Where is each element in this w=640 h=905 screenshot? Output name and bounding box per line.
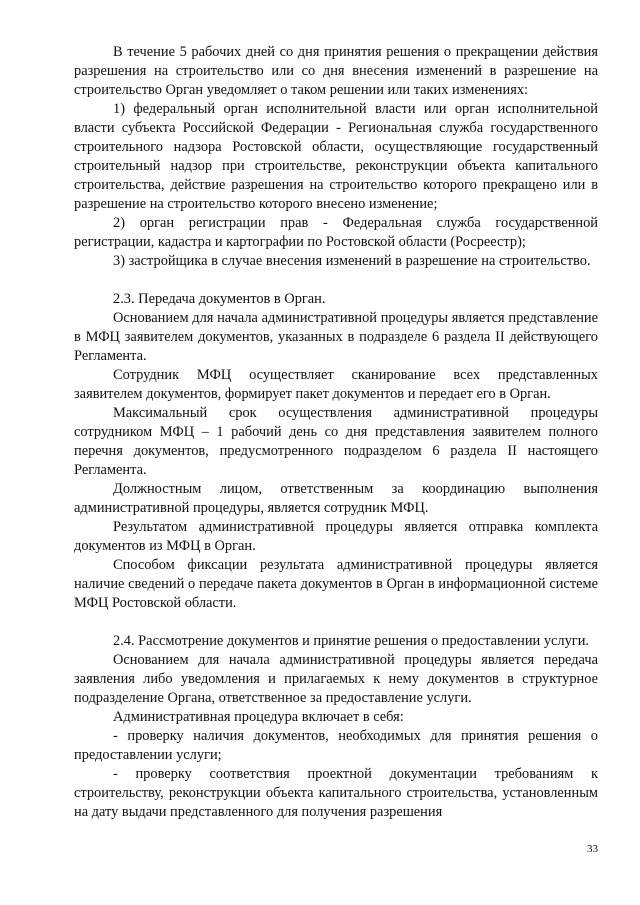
section-heading-2-3: 2.3. Передача документов в Орган. <box>113 291 326 307</box>
document-body <box>74 43 598 822</box>
paragraph-fixation: Способом фиксации результата административной процедуры является наличие сведений о передаче пакета документов в Орган в информационной системе МФЦ Ростовской области. <box>74 557 598 611</box>
paragraph-check-documents: - проверку наличия документов, необходимых для принятия решения о предоставлении услуги; <box>74 728 598 763</box>
paragraph-list-item-3: 3) застройщика в случае внесения изменений в разрешение на строительство. <box>113 253 591 269</box>
paragraph-check-compliance: - проверку соответствия проектной документации требованиям к строительству, реконструкции объекта капитального строительства, установленным на дату выдачи представленного для получения разрешения <box>74 766 598 820</box>
paragraph-scanning: Сотрудник МФЦ осуществляет сканирование всех представленных заявителем документов, формирует пакет документов и передает его в Орган. <box>74 367 598 402</box>
paragraph-result: Результатом административной процедуры является отправка комплекта документов из МФЦ в Орган. <box>74 519 598 554</box>
paragraph-basis-2-4: Основанием для начала административной процедуры является передача заявления либо уведомления и прилагаемых к нему документов в структурное подразделение Органа, ответственное за предоставление услуги. <box>74 652 598 706</box>
paragraph-list-item-1: 1) федеральный орган исполнительной власти или орган исполнительной власти субъекта Российской Федерации - Региональная служба государственного строительного надзора Ростовской области, осуществляющие государственный строительный надзор при строительстве, реконструкции объекта капитального строительства, действие разрешения на строительство которого прекращено или в разрешение на строительство которого внесено изменение; <box>74 101 598 212</box>
paragraph-list-item-2: 2) орган регистрации прав - Федеральная служба государственной регистрации, кадастра и картографии по Ростовской области (Росреестр); <box>74 215 598 250</box>
paragraph-notification-intro: В течение 5 рабочих дней со дня принятия решения о прекращении действия разрешения на строительство или со дня внесения изменений в разрешение на строительство Орган уведомляет о таком решении или таких изменениях: <box>74 44 598 98</box>
paragraph-max-term: Максимальный срок осуществления административной процедуры сотрудником МФЦ – 1 рабочий день со дня представления заявителем полного перечня документов, предусмотренного подразделом 6 раздела II настоящего Регламента. <box>74 405 598 478</box>
section-heading-2-4: 2.4. Рассмотрение документов и принятие решения о предоставлении услуги. <box>113 633 589 649</box>
paragraph-basis: Основанием для начала административной процедуры является представление в МФЦ заявителем документов, указанных в подразделе 6 раздела II действующего Регламента. <box>74 310 598 364</box>
paragraph-procedure-includes: Административная процедура включает в себя: <box>113 709 404 725</box>
paragraph-responsible: Должностным лицом, ответственным за координацию выполнения административной процедуры, является сотрудник МФЦ. <box>74 481 598 516</box>
spacer <box>74 613 598 632</box>
spacer <box>74 271 598 290</box>
page-number: 33 <box>587 843 598 855</box>
